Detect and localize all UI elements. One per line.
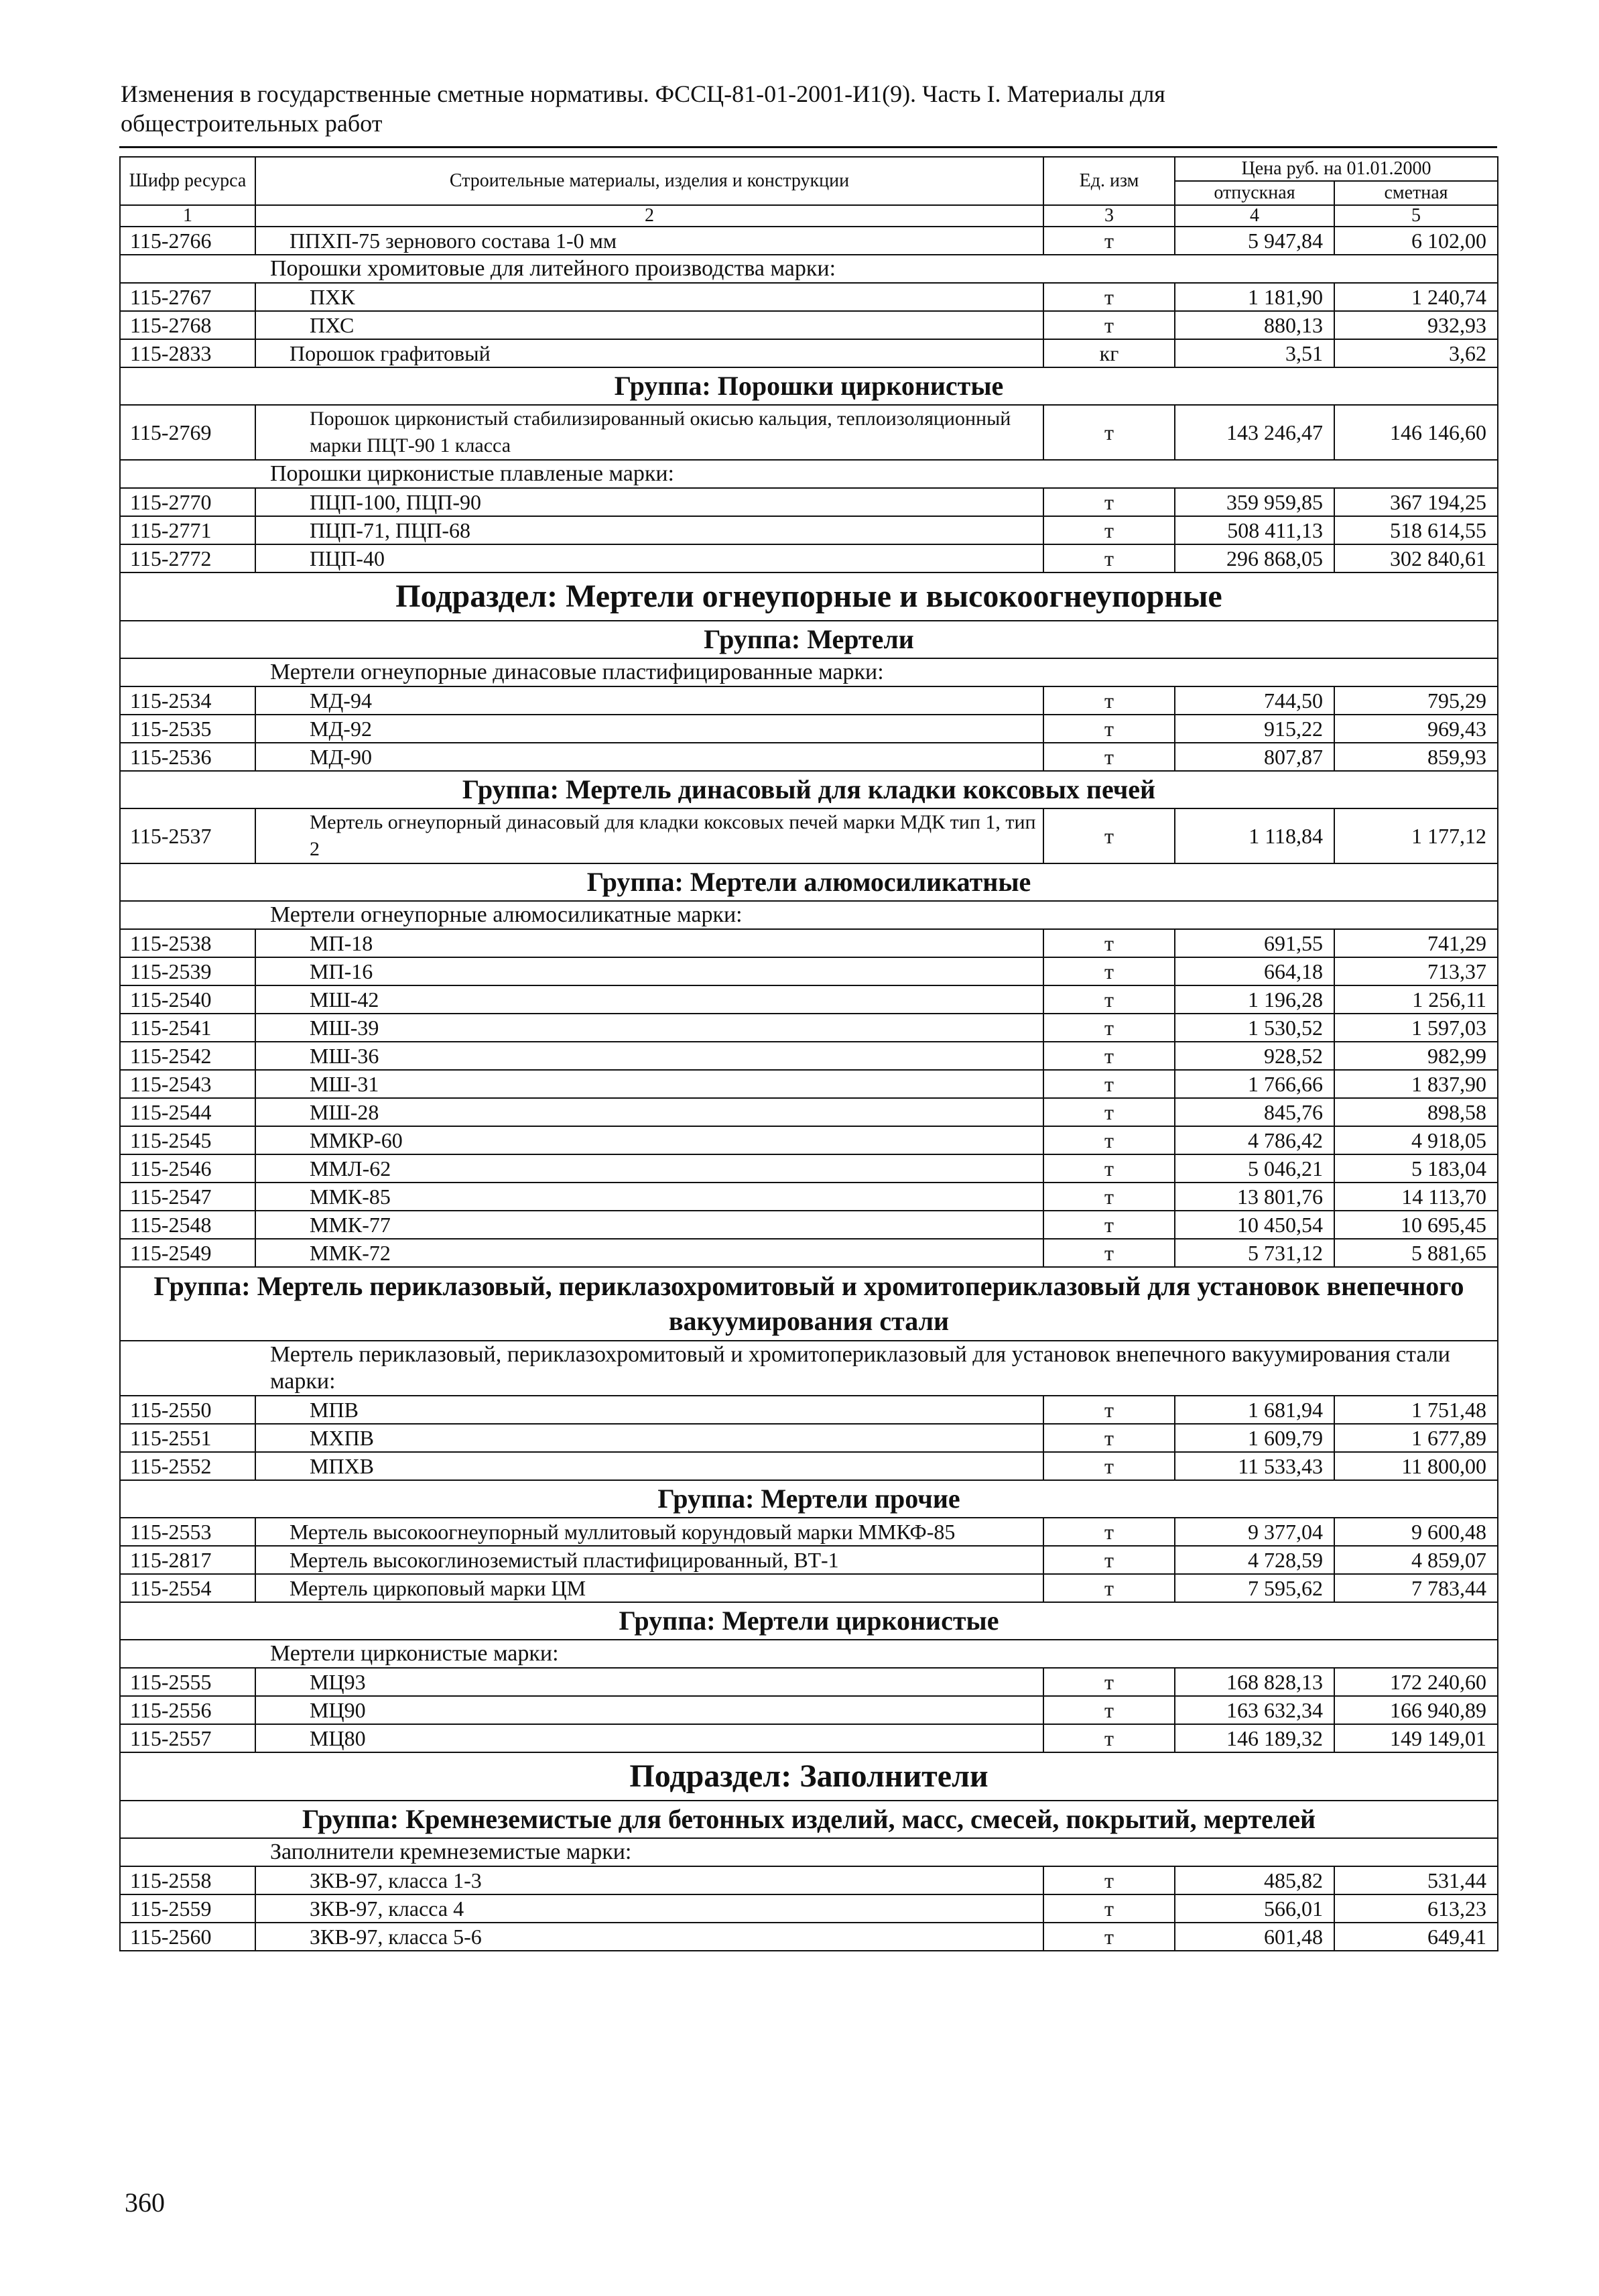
release-price: 807,87: [1175, 743, 1334, 771]
estimate-price: 146 146,60: [1334, 405, 1498, 460]
table-row: [120, 544, 1498, 572]
resource-code: 115-2560: [120, 1923, 255, 1951]
unit: т: [1043, 1424, 1175, 1452]
release-price: 7 595,62: [1175, 1574, 1334, 1602]
group-heading-row: [120, 771, 1498, 808]
header-estimate-price: сметная: [1334, 181, 1498, 205]
unit: т: [1043, 311, 1175, 339]
unit: т: [1043, 1396, 1175, 1424]
resource-code: 115-2535: [120, 715, 255, 743]
estimate-price: 741,29: [1334, 929, 1498, 957]
subsection-heading: Подраздел: Мертели огнеупорные и высокоогнеупорные: [120, 572, 1498, 621]
release-price: 1 196,28: [1175, 985, 1334, 1014]
list-label: Заполнители кремнеземистые марки:: [255, 1838, 1498, 1866]
subsection-heading-row: [120, 572, 1498, 621]
release-price: 566,01: [1175, 1894, 1334, 1923]
unit: т: [1043, 1098, 1175, 1126]
estimate-price: 1 256,11: [1334, 985, 1498, 1014]
release-price: 1 766,66: [1175, 1070, 1334, 1098]
estimate-price: 1 751,48: [1334, 1396, 1498, 1424]
unit: т: [1043, 686, 1175, 715]
release-price: 1 609,79: [1175, 1424, 1334, 1452]
resource-code: 115-2541: [120, 1014, 255, 1042]
unit: т: [1043, 929, 1175, 957]
header-release-price: отпускная: [1175, 181, 1334, 205]
estimate-price: 4 918,05: [1334, 1126, 1498, 1154]
estimate-price: 1 597,03: [1334, 1014, 1498, 1042]
estimate-price: 166 940,89: [1334, 1696, 1498, 1724]
table-row: [120, 929, 1498, 957]
estimate-price: 3,62: [1334, 339, 1498, 367]
estimate-price: 11 800,00: [1334, 1452, 1498, 1480]
estimate-price: 898,58: [1334, 1098, 1498, 1126]
estimate-price: 1 677,89: [1334, 1424, 1498, 1452]
estimate-price: 859,93: [1334, 743, 1498, 771]
material-name: МД-94: [255, 686, 1043, 715]
subsection-heading-row: [120, 1752, 1498, 1801]
table-row: [120, 1211, 1498, 1239]
resource-code: 115-2769: [120, 405, 255, 460]
material-name: ЗКВ-97, класса 1-3: [255, 1866, 1043, 1894]
group-heading: Группа: Мертели цирконистые: [120, 1602, 1498, 1640]
list-label-row: [120, 1838, 1498, 1866]
unit: т: [1043, 1923, 1175, 1951]
release-price: 163 632,34: [1175, 1696, 1334, 1724]
resource-code: 115-2534: [120, 686, 255, 715]
header-rule: [119, 146, 1497, 148]
group-heading-row: [120, 621, 1498, 658]
unit: т: [1043, 1866, 1175, 1894]
material-name: ППХП-75 зернового состава 1-0 мм: [255, 227, 1043, 255]
unit: т: [1043, 1668, 1175, 1696]
list-label: Мертель периклазовый, периклазохромитовый и хромитопериклазовый для установок внепечного вакуумирования стали марки:: [255, 1341, 1498, 1396]
resource-code: 115-2540: [120, 985, 255, 1014]
table-row: [120, 1866, 1498, 1894]
table-row: [120, 1424, 1498, 1452]
unit: т: [1043, 544, 1175, 572]
unit: т: [1043, 1154, 1175, 1183]
header-price: Цена руб. на 01.01.2000: [1175, 157, 1498, 181]
resource-code: 115-2551: [120, 1424, 255, 1452]
material-name: ММКР-60: [255, 1126, 1043, 1154]
release-price: 4 786,42: [1175, 1126, 1334, 1154]
unit: т: [1043, 715, 1175, 743]
estimate-price: 649,41: [1334, 1923, 1498, 1951]
material-name: ММЛ-62: [255, 1154, 1043, 1183]
release-price: 4 728,59: [1175, 1546, 1334, 1574]
list-label: Мертели огнеупорные алюмосиликатные марки:: [255, 901, 1498, 929]
resource-code: 115-2537: [120, 808, 255, 863]
material-name: МЦ93: [255, 1668, 1043, 1696]
column-numbers-row: [120, 205, 1498, 227]
release-price: 845,76: [1175, 1098, 1334, 1126]
material-name: МП-16: [255, 957, 1043, 985]
release-price: 691,55: [1175, 929, 1334, 957]
estimate-price: 5 881,65: [1334, 1239, 1498, 1267]
release-price: 143 246,47: [1175, 405, 1334, 460]
group-heading-row: [120, 367, 1498, 405]
page-number: 360: [125, 2187, 165, 2218]
table-row: [120, 743, 1498, 771]
unit: т: [1043, 516, 1175, 544]
unit: т: [1043, 227, 1175, 255]
table-row: [120, 808, 1498, 863]
material-name: МД-90: [255, 743, 1043, 771]
release-price: 1 181,90: [1175, 283, 1334, 311]
unit: т: [1043, 1014, 1175, 1042]
resource-code: 115-2766: [120, 227, 255, 255]
resource-code: 115-2772: [120, 544, 255, 572]
resource-code: 115-2556: [120, 1696, 255, 1724]
label-spacer: [120, 1838, 255, 1866]
resource-code: 115-2557: [120, 1724, 255, 1752]
table-row: [120, 339, 1498, 367]
table-row: [120, 1042, 1498, 1070]
table-row: [120, 957, 1498, 985]
resource-code: 115-2768: [120, 311, 255, 339]
header-code: Шифр ресурса: [120, 157, 255, 205]
material-name: ПХК: [255, 283, 1043, 311]
table-row: [120, 516, 1498, 544]
material-name: ПЦП-71, ПЦП-68: [255, 516, 1043, 544]
list-label-row: [120, 1640, 1498, 1668]
column-number: 5: [1334, 205, 1498, 227]
resource-code: 115-2548: [120, 1211, 255, 1239]
table-row: [120, 1070, 1498, 1098]
table-row: [120, 1126, 1498, 1154]
unit: т: [1043, 985, 1175, 1014]
table-row: [120, 1724, 1498, 1752]
release-price: 168 828,13: [1175, 1668, 1334, 1696]
estimate-price: 982,99: [1334, 1042, 1498, 1070]
release-price: 744,50: [1175, 686, 1334, 715]
resource-code: 115-2544: [120, 1098, 255, 1126]
estimate-price: 969,43: [1334, 715, 1498, 743]
material-name: Порошок графитовый: [255, 339, 1043, 367]
resource-code: 115-2539: [120, 957, 255, 985]
release-price: 13 801,76: [1175, 1183, 1334, 1211]
unit: т: [1043, 957, 1175, 985]
unit: т: [1043, 1070, 1175, 1098]
table-row: [120, 686, 1498, 715]
estimate-price: 367 194,25: [1334, 488, 1498, 516]
estimate-price: 613,23: [1334, 1894, 1498, 1923]
material-name: ПЦП-100, ПЦП-90: [255, 488, 1043, 516]
release-price: 915,22: [1175, 715, 1334, 743]
resource-code: 115-2552: [120, 1452, 255, 1480]
header-name: Строительные материалы, изделия и конструкции: [255, 157, 1043, 205]
unit: т: [1043, 1239, 1175, 1267]
release-price: 5 731,12: [1175, 1239, 1334, 1267]
material-name: МШ-39: [255, 1014, 1043, 1042]
unit: т: [1043, 283, 1175, 311]
material-name: МД-92: [255, 715, 1043, 743]
table-row: [120, 1239, 1498, 1267]
subsection-heading: Подраздел: Заполнители: [120, 1752, 1498, 1801]
list-label-row: [120, 658, 1498, 686]
column-number: 3: [1043, 205, 1175, 227]
material-name: МПХВ: [255, 1452, 1043, 1480]
unit: т: [1043, 1546, 1175, 1574]
material-name: ЗКВ-97, класса 5-6: [255, 1923, 1043, 1951]
material-name: Порошок цирконистый стабилизированный окисью кальция, теплоизоляционный марки ПЦТ-90 1 класса: [255, 405, 1043, 460]
table-row: [120, 1574, 1498, 1602]
material-name: МШ-36: [255, 1042, 1043, 1070]
unit: т: [1043, 405, 1175, 460]
label-spacer: [120, 460, 255, 488]
unit: т: [1043, 1894, 1175, 1923]
label-spacer: [120, 1640, 255, 1668]
table-row: [120, 1452, 1498, 1480]
group-heading: Группа: Мертели: [120, 621, 1498, 658]
document-header: [121, 79, 1501, 138]
material-name: МП-18: [255, 929, 1043, 957]
group-heading: Группа: Мертели прочие: [120, 1480, 1498, 1518]
estimate-price: 932,93: [1334, 311, 1498, 339]
table-row: [120, 1546, 1498, 1574]
release-price: 601,48: [1175, 1923, 1334, 1951]
list-label-row: [120, 901, 1498, 929]
release-price: 5 947,84: [1175, 227, 1334, 255]
table-row: [120, 1014, 1498, 1042]
unit: т: [1043, 1574, 1175, 1602]
group-heading-row: [120, 1801, 1498, 1838]
group-heading: Группа: Мертель динасовый для кладки коксовых печей: [120, 771, 1498, 808]
resource-code: 115-2543: [120, 1070, 255, 1098]
resource-code: 115-2553: [120, 1518, 255, 1546]
table-row: [120, 1098, 1498, 1126]
column-number: 2: [255, 205, 1043, 227]
estimate-price: 1 837,90: [1334, 1070, 1498, 1098]
table-row: [120, 1396, 1498, 1424]
resource-code: 115-2558: [120, 1866, 255, 1894]
estimate-price: 10 695,45: [1334, 1211, 1498, 1239]
price-table: [119, 156, 1498, 1951]
estimate-price: 1 240,74: [1334, 283, 1498, 311]
table-row: [120, 985, 1498, 1014]
resource-code: 115-2770: [120, 488, 255, 516]
list-label: Порошки цирконистые плавленые марки:: [255, 460, 1498, 488]
column-number: 1: [120, 205, 255, 227]
resource-code: 115-2536: [120, 743, 255, 771]
estimate-price: 9 600,48: [1334, 1518, 1498, 1546]
unit: т: [1043, 1126, 1175, 1154]
unit: кг: [1043, 339, 1175, 367]
resource-code: 115-2833: [120, 339, 255, 367]
estimate-price: 5 183,04: [1334, 1154, 1498, 1183]
release-price: 1 681,94: [1175, 1396, 1334, 1424]
group-heading: Группа: Мертель периклазовый, периклазохромитовый и хромитопериклазовый для установок внепечного вакуумирования стали: [120, 1267, 1498, 1341]
table-header-row: [120, 157, 1498, 181]
header-line-1: Изменения в государственные сметные нормативы. ФССЦ-81-01-2001-И1(9). Часть I. Материалы для: [121, 80, 1165, 107]
estimate-price: 795,29: [1334, 686, 1498, 715]
estimate-price: 6 102,00: [1334, 227, 1498, 255]
material-name: МПВ: [255, 1396, 1043, 1424]
material-name: МШ-28: [255, 1098, 1043, 1126]
list-label: Порошки хромитовые для литейного производства марки:: [255, 255, 1498, 283]
release-price: 485,82: [1175, 1866, 1334, 1894]
table-row: [120, 488, 1498, 516]
estimate-price: 172 240,60: [1334, 1668, 1498, 1696]
resource-code: 115-2550: [120, 1396, 255, 1424]
material-name: МЦ80: [255, 1724, 1043, 1752]
unit: т: [1043, 1696, 1175, 1724]
release-price: 9 377,04: [1175, 1518, 1334, 1546]
resource-code: 115-2545: [120, 1126, 255, 1154]
unit: т: [1043, 1452, 1175, 1480]
list-label-row: [120, 255, 1498, 283]
resource-code: 115-2538: [120, 929, 255, 957]
table-body: [120, 227, 1498, 1951]
material-name: ММК-85: [255, 1183, 1043, 1211]
unit: т: [1043, 1042, 1175, 1070]
estimate-price: 518 614,55: [1334, 516, 1498, 544]
estimate-price: 4 859,07: [1334, 1546, 1498, 1574]
material-name: Мертель огнеупорный динасовый для кладки коксовых печей марки МДК тип 1, тип 2: [255, 808, 1043, 863]
resource-code: 115-2549: [120, 1239, 255, 1267]
resource-code: 115-2546: [120, 1154, 255, 1183]
material-name: ММК-77: [255, 1211, 1043, 1239]
estimate-price: 149 149,01: [1334, 1724, 1498, 1752]
material-name: Мертель высокоогнеупорный муллитовый корундовый марки ММКФ-85: [255, 1518, 1043, 1546]
resource-code: 115-2542: [120, 1042, 255, 1070]
group-heading-row: [120, 863, 1498, 901]
unit: т: [1043, 488, 1175, 516]
estimate-price: 14 113,70: [1334, 1183, 1498, 1211]
release-price: 296 868,05: [1175, 544, 1334, 572]
table-row: [120, 227, 1498, 255]
release-price: 928,52: [1175, 1042, 1334, 1070]
estimate-price: 531,44: [1334, 1866, 1498, 1894]
estimate-price: 1 177,12: [1334, 808, 1498, 863]
list-label: Мертели огнеупорные динасовые пластифицированные марки:: [255, 658, 1498, 686]
resource-code: 115-2817: [120, 1546, 255, 1574]
table-row: [120, 1154, 1498, 1183]
resource-code: 115-2554: [120, 1574, 255, 1602]
unit: т: [1043, 1518, 1175, 1546]
material-name: Мертель высокоглиноземистый пластифицированный, ВТ-1: [255, 1546, 1043, 1574]
unit: т: [1043, 1183, 1175, 1211]
material-name: МЦ90: [255, 1696, 1043, 1724]
unit: т: [1043, 1724, 1175, 1752]
table-row: [120, 311, 1498, 339]
release-price: 508 411,13: [1175, 516, 1334, 544]
material-name: ЗКВ-97, класса 4: [255, 1894, 1043, 1923]
group-heading: Группа: Кремнеземистые для бетонных изделий, масс, смесей, покрытий, мертелей: [120, 1801, 1498, 1838]
release-price: 880,13: [1175, 311, 1334, 339]
table-row: [120, 1696, 1498, 1724]
table-row: [120, 1183, 1498, 1211]
unit: т: [1043, 808, 1175, 863]
table-row: [120, 405, 1498, 460]
table-row: [120, 1518, 1498, 1546]
release-price: 11 533,43: [1175, 1452, 1334, 1480]
release-price: 664,18: [1175, 957, 1334, 985]
material-name: МШ-42: [255, 985, 1043, 1014]
label-spacer: [120, 1341, 255, 1396]
table-row: [120, 1668, 1498, 1696]
group-heading-row: [120, 1267, 1498, 1341]
label-spacer: [120, 658, 255, 686]
label-spacer: [120, 901, 255, 929]
release-price: 359 959,85: [1175, 488, 1334, 516]
resource-code: 115-2559: [120, 1894, 255, 1923]
material-name: МШ-31: [255, 1070, 1043, 1098]
header-unit: Ед. изм: [1043, 157, 1175, 205]
list-label-row: [120, 460, 1498, 488]
label-spacer: [120, 255, 255, 283]
list-label-row: [120, 1341, 1498, 1396]
estimate-price: 713,37: [1334, 957, 1498, 985]
estimate-price: 302 840,61: [1334, 544, 1498, 572]
table-row: [120, 283, 1498, 311]
group-heading: Группа: Мертели алюмосиликатные: [120, 863, 1498, 901]
release-price: 1 530,52: [1175, 1014, 1334, 1042]
material-name: Мертель циркоповый марки ЦМ: [255, 1574, 1043, 1602]
resource-code: 115-2767: [120, 283, 255, 311]
estimate-price: 7 783,44: [1334, 1574, 1498, 1602]
resource-code: 115-2555: [120, 1668, 255, 1696]
table-row: [120, 1923, 1498, 1951]
material-name: ММК-72: [255, 1239, 1043, 1267]
resource-code: 115-2771: [120, 516, 255, 544]
release-price: 1 118,84: [1175, 808, 1334, 863]
unit: т: [1043, 743, 1175, 771]
unit: т: [1043, 1211, 1175, 1239]
release-price: 10 450,54: [1175, 1211, 1334, 1239]
material-name: МХПВ: [255, 1424, 1043, 1452]
release-price: 3,51: [1175, 339, 1334, 367]
list-label: Мертели цирконистые марки:: [255, 1640, 1498, 1668]
release-price: 146 189,32: [1175, 1724, 1334, 1752]
header-line-2: общестроительных работ: [121, 110, 383, 137]
column-number: 4: [1175, 205, 1334, 227]
resource-code: 115-2547: [120, 1183, 255, 1211]
table-row: [120, 1894, 1498, 1923]
release-price: 5 046,21: [1175, 1154, 1334, 1183]
group-heading-row: [120, 1480, 1498, 1518]
group-heading: Группа: Порошки цирконистые: [120, 367, 1498, 405]
table-row: [120, 715, 1498, 743]
material-name: ПХС: [255, 311, 1043, 339]
group-heading-row: [120, 1602, 1498, 1640]
material-name: ПЦП-40: [255, 544, 1043, 572]
